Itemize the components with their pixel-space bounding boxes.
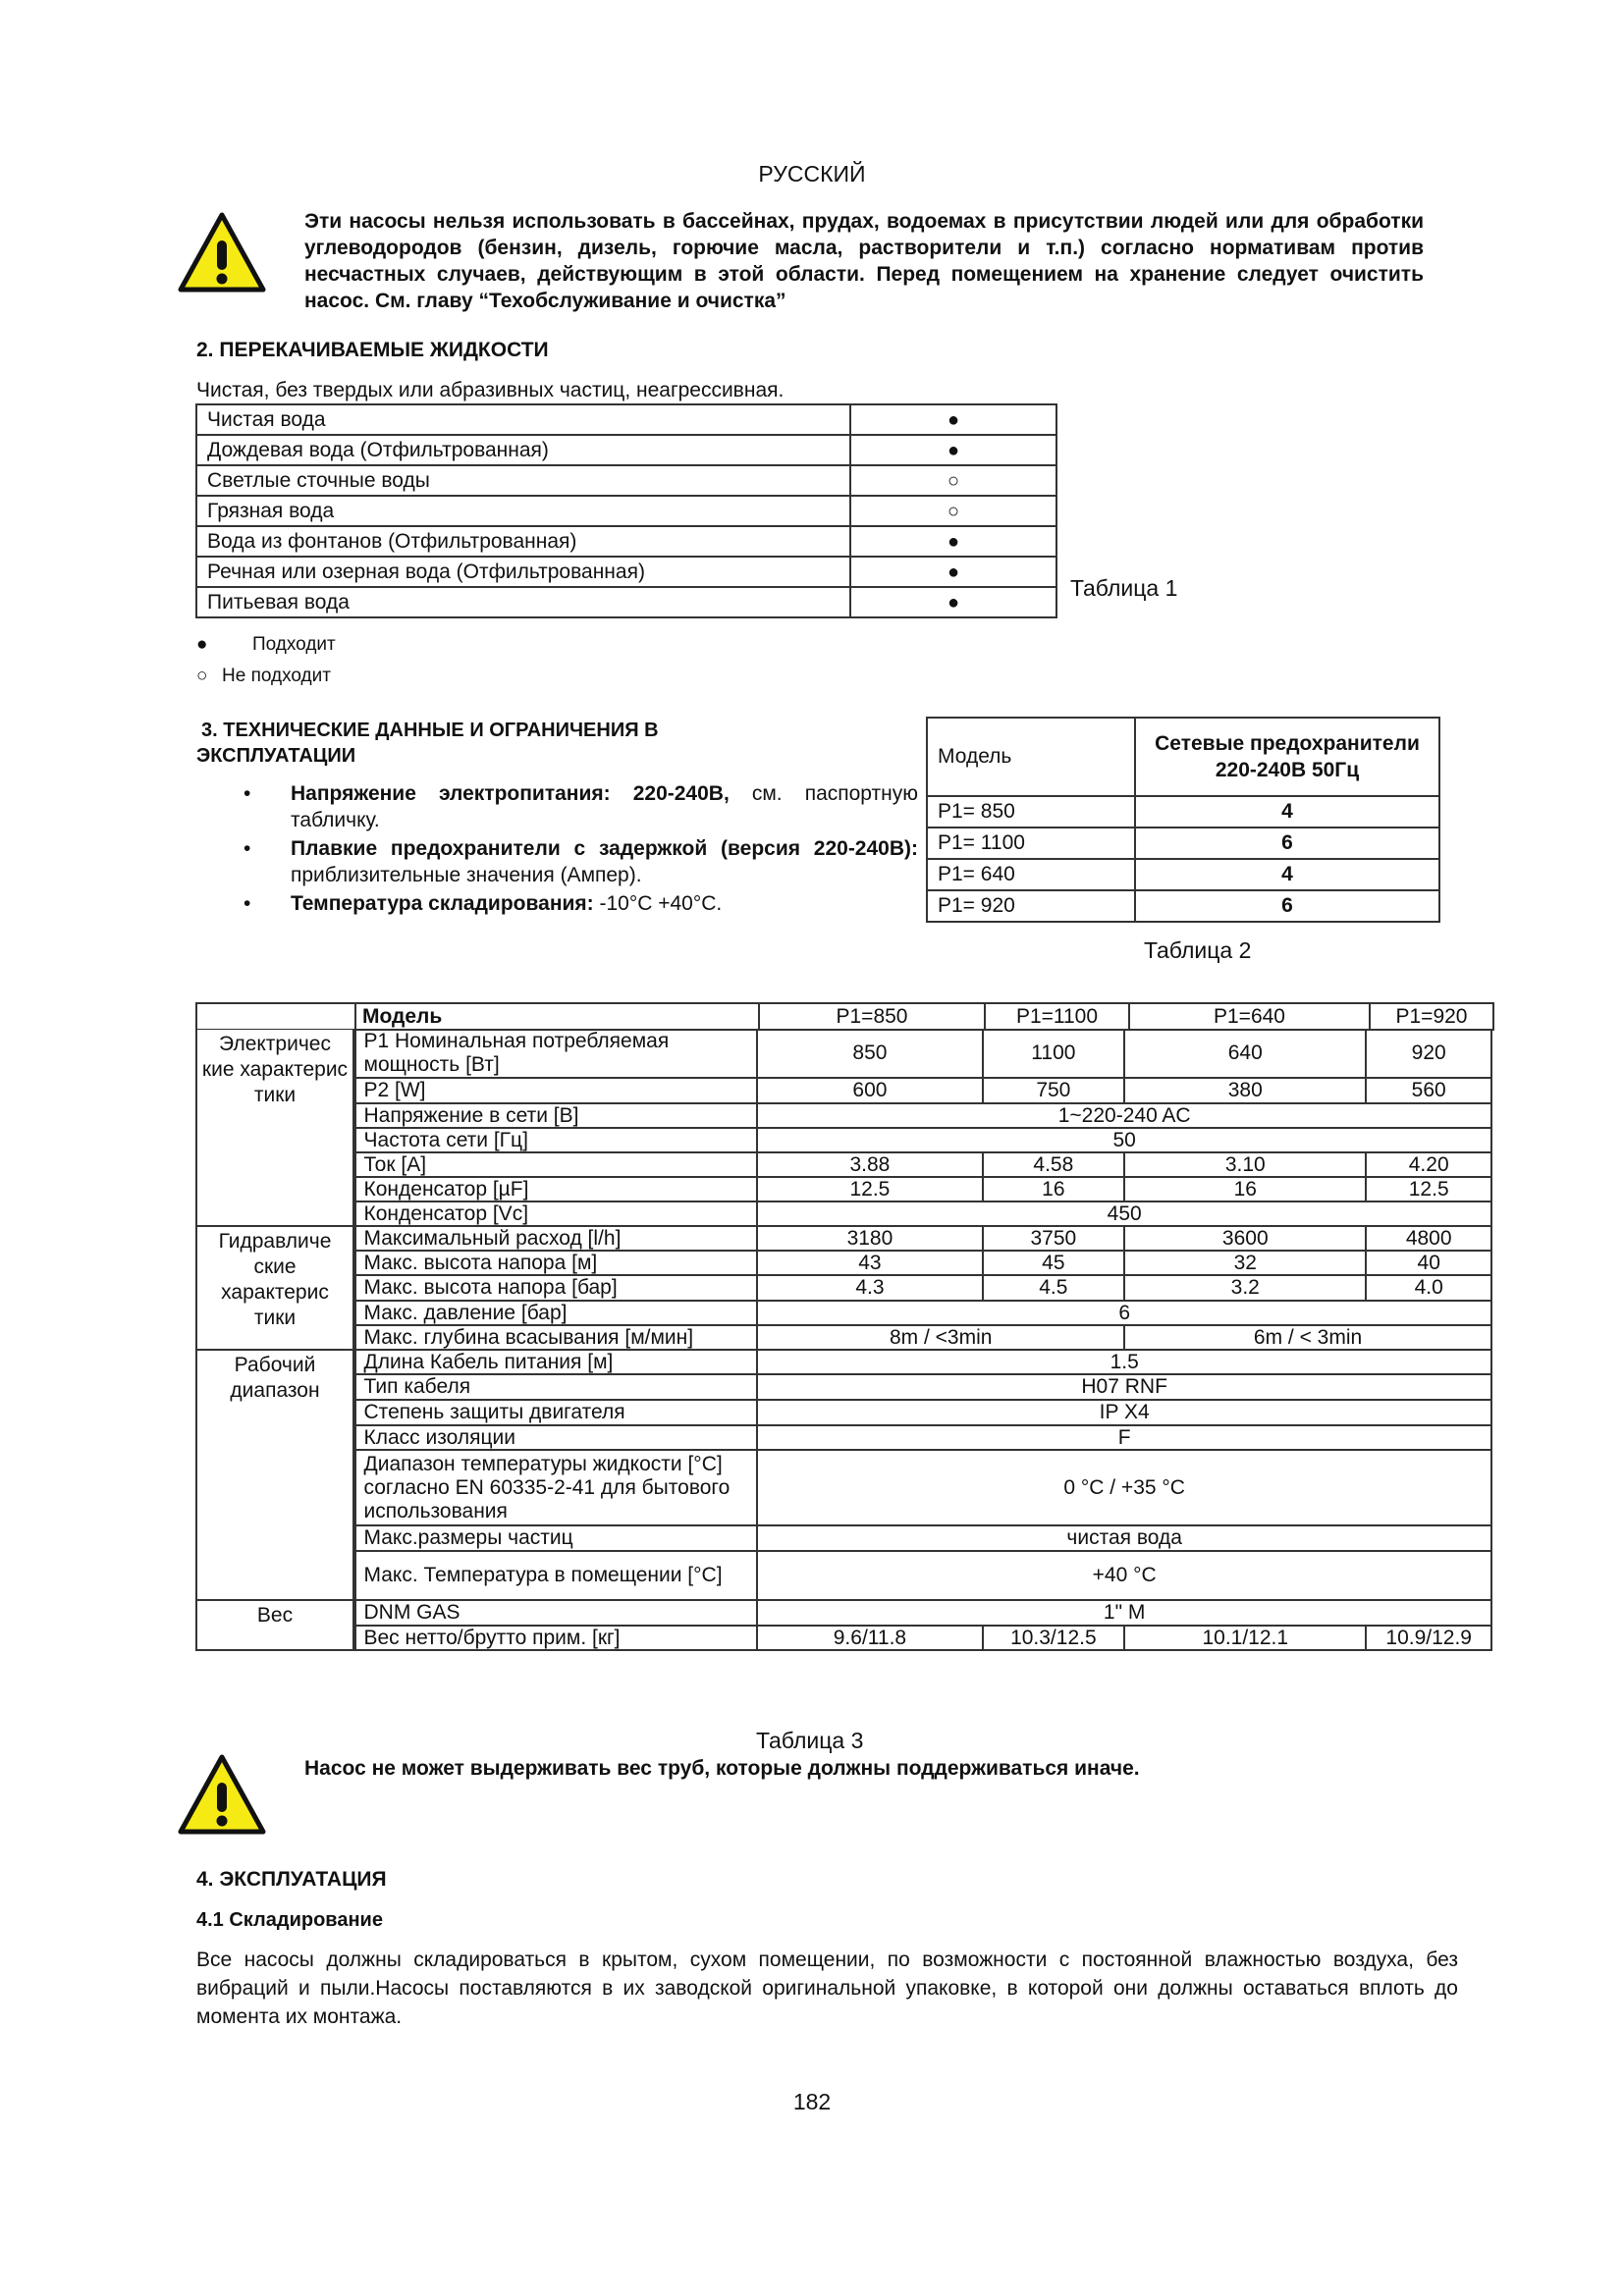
spec-label: Длина Кабель питания [м]	[356, 1351, 759, 1375]
spec-value: 50	[758, 1129, 1490, 1153]
bullet-bold: Напряжение электропитания: 220-240В,	[291, 782, 730, 805]
language-title: РУССКИЙ	[758, 161, 866, 187]
legend-label: Не подходит	[222, 666, 331, 686]
spec-label: Макс. Температура в помещении [°C]	[356, 1552, 759, 1601]
table-row	[195, 1451, 1492, 1526]
table-header-row	[196, 1003, 1493, 1030]
spec-value: 3.2	[1125, 1276, 1367, 1302]
spec-value: 1.5	[758, 1351, 1490, 1375]
table-row	[195, 1079, 1492, 1104]
spec-label: Частота сети [Гц]	[356, 1129, 759, 1153]
suitability-mark: ○	[850, 465, 1056, 496]
bullet-item	[236, 780, 918, 833]
spec-value: 6	[758, 1302, 1490, 1326]
storage-paragraph: Все насосы должны складироваться в крытом, сухом помещении, по возможности с постоянной влажностью воздуха, без вибраций и пыли.Насосы поставляются в их заводской оригинальной упаковке, в которой они должны оставаться вплоть до момента их монтажа.	[196, 1949, 1458, 2028]
fuse-cell: 6	[1135, 828, 1439, 859]
table-row	[195, 1601, 1492, 1627]
table-row	[927, 828, 1439, 859]
spec-value: 640	[1125, 1030, 1367, 1079]
section-heading: 3. ТЕХНИЧЕСКИЕ ДАННЫЕ И ОГРАНИЧЕНИЯ В	[201, 720, 659, 741]
spec-value: 450	[758, 1202, 1490, 1227]
spec-value: 6m / < 3min	[1125, 1326, 1490, 1351]
table-row	[196, 587, 1056, 617]
spec-label: P2 [W]	[356, 1079, 759, 1104]
spec-value: 9.6/11.8	[758, 1627, 983, 1651]
group-label: Электричес кие характерис тики	[195, 1030, 354, 1227]
fuse-table	[926, 717, 1440, 923]
liquid-name: Грязная вода	[196, 496, 850, 526]
model-header: P1=640	[1214, 1005, 1285, 1028]
section-heading-cont: ЭКСПЛУАТАЦИИ	[196, 745, 356, 767]
table-header-row	[927, 718, 1439, 796]
spec-label: Макс. давление [бар]	[356, 1302, 759, 1326]
table-row	[196, 404, 1056, 435]
spec-value: 43	[758, 1252, 983, 1276]
table-row	[195, 1426, 1492, 1451]
empty-cell	[196, 1003, 355, 1030]
table-row	[195, 1153, 1492, 1178]
spec-value: IP X4	[758, 1401, 1490, 1426]
bullet-text: см. паспортную табличку.	[291, 782, 918, 831]
spec-value: 10.1/12.1	[1125, 1627, 1367, 1651]
model-header: P1=1100	[986, 1004, 1130, 1029]
spec-value: 4.20	[1367, 1153, 1490, 1178]
table-row	[195, 1030, 1492, 1079]
spec-label: Ток [A]	[356, 1153, 759, 1178]
table-row	[196, 435, 1056, 465]
spec-label: DNM GAS	[356, 1601, 759, 1627]
table-row	[195, 1627, 1492, 1651]
spec-label: Класс изоляции	[356, 1426, 759, 1451]
spec-label: Максимальный расход [l/h]	[356, 1227, 759, 1252]
spec-value: 40	[1367, 1252, 1490, 1276]
section-heading: 4. ЭКСПЛУАТАЦИЯ	[196, 1868, 387, 1891]
liquids-table	[195, 403, 1057, 618]
model-header: P1=920	[1370, 1003, 1493, 1030]
spec-label: Конденсатор [Vc]	[356, 1202, 759, 1227]
spec-value: 380	[1125, 1079, 1367, 1104]
table-row	[195, 1104, 1492, 1129]
page-number: 182	[792, 2089, 832, 2114]
liquid-name: Дождевая вода (Отфильтрованная)	[196, 435, 850, 465]
suitability-mark: ●	[850, 557, 1056, 587]
header-model: Модель	[927, 718, 1135, 796]
legend-symbol: ●	[196, 634, 208, 655]
fuse-cell: 4	[1135, 796, 1439, 828]
section-subtitle: Чистая, без твердых или абразивных частиц, неагрессивная.	[196, 379, 785, 401]
warning-triangle-icon	[177, 1753, 267, 1836]
table-caption: Таблица 1	[1070, 575, 1178, 601]
suitability-mark: ○	[850, 496, 1056, 526]
spec-value: F	[758, 1426, 1490, 1451]
subsection-heading: 4.1 Складирование	[196, 1909, 383, 1931]
spec-label: Макс. глубина всасывания [м/мин]	[356, 1326, 759, 1351]
spec-value: 4.5	[984, 1276, 1126, 1302]
table-row	[195, 1227, 1492, 1252]
table-row	[195, 1351, 1492, 1375]
header-fuse: Сетевые предохранители 220-240В 50Гц	[1135, 718, 1439, 796]
spec-value: 3750	[984, 1227, 1126, 1252]
table-row	[927, 796, 1439, 828]
warning-text: Насос не может выдерживать вес труб, которые должны поддерживаться иначе.	[304, 1757, 1140, 1780]
spec-value: 850	[758, 1030, 983, 1079]
spec-bullet-list	[236, 780, 918, 919]
bullet-icon: •	[244, 837, 251, 860]
suitability-mark: ●	[850, 526, 1056, 557]
spec-value: 10.3/12.5	[984, 1627, 1126, 1651]
spec-value: 10.9/12.9	[1367, 1627, 1490, 1651]
spec-value: +40 °C	[758, 1552, 1490, 1601]
bullet-icon: •	[244, 892, 251, 915]
liquid-name: Чистая вода	[196, 404, 850, 435]
table-row	[195, 1401, 1492, 1426]
group-label: Вес	[195, 1601, 354, 1651]
header-model: Модель	[355, 1003, 759, 1030]
table-row	[195, 1375, 1492, 1401]
table-row	[196, 526, 1056, 557]
spec-value: чистая вода	[758, 1526, 1490, 1552]
spec-value: 4.58	[984, 1153, 1126, 1178]
table-row	[927, 859, 1439, 890]
spec-value: 3.10	[1125, 1153, 1367, 1178]
spec-value: 4.3	[758, 1276, 983, 1302]
table-caption: Таблица 2	[1144, 937, 1252, 963]
spec-value: 4800	[1367, 1227, 1490, 1252]
table-row	[195, 1252, 1492, 1276]
spec-table	[195, 1002, 1494, 1031]
table-row	[196, 465, 1056, 496]
spec-label: Макс. высота напора [м]	[356, 1252, 759, 1276]
spec-value: 0 °C / +35 °C	[758, 1451, 1490, 1526]
spec-value: 32	[1125, 1252, 1367, 1276]
fuse-cell: 4	[1135, 859, 1439, 890]
model-cell: P1= 640	[927, 859, 1135, 890]
bullet-item	[236, 835, 918, 888]
spec-label: Конденсатор [µF]	[356, 1178, 759, 1202]
spec-value: 12.5	[758, 1178, 983, 1202]
spec-label: Напряжение в сети [В]	[356, 1104, 759, 1129]
warning-triangle-icon	[177, 211, 267, 294]
liquid-name: Речная или озерная вода (Отфильтрованная)	[196, 557, 850, 587]
table-caption: Таблица 3	[756, 1728, 864, 1753]
spec-value: 920	[1367, 1030, 1490, 1079]
group-label: Гидравличе ские характерис тики	[195, 1227, 354, 1351]
spec-value: 750	[984, 1079, 1126, 1104]
spec-value: 12.5	[1367, 1178, 1490, 1202]
table-row	[195, 1276, 1492, 1302]
liquid-name: Вода из фонтанов (Отфильтрованная)	[196, 526, 850, 557]
spec-value: 3600	[1125, 1227, 1367, 1252]
spec-label: Макс. высота напора [бар]	[356, 1276, 759, 1302]
bullet-text: приблизительные значения (Ампер).	[291, 864, 642, 886]
table-row	[195, 1129, 1492, 1153]
bullet-bold: Температура складирования:	[291, 892, 594, 915]
bullet-icon: •	[244, 782, 251, 805]
spec-value: 8m / <3min	[758, 1326, 1125, 1351]
spec-value: 16	[984, 1178, 1126, 1202]
spec-label: Диапазон температуры жидкости [°C] согласно EN 60335-2-41 для бытового использования	[356, 1451, 759, 1526]
spec-label: Вес нетто/брутто прим. [кг]	[356, 1627, 759, 1651]
table-row	[927, 890, 1439, 922]
model-cell: P1= 1100	[927, 828, 1135, 859]
spec-value: 1~220-240 AC	[758, 1104, 1490, 1129]
model-cell: P1= 920	[927, 890, 1135, 922]
table-row	[195, 1552, 1492, 1601]
liquid-name: Светлые сточные воды	[196, 465, 850, 496]
liquid-name: Питьевая вода	[196, 587, 850, 617]
spec-value: 3180	[758, 1227, 983, 1252]
suitability-mark: ●	[850, 404, 1056, 435]
model-header-group	[985, 1003, 1370, 1030]
spec-label: Тип кабеля	[356, 1375, 759, 1401]
spec-value: 1100	[984, 1030, 1126, 1079]
spec-value: 4.0	[1367, 1276, 1490, 1302]
group-label: Рабочий диапазон	[195, 1351, 354, 1601]
bullet-item	[236, 890, 918, 917]
spec-value: 16	[1125, 1178, 1367, 1202]
suitability-mark: ●	[850, 435, 1056, 465]
legend-item	[196, 634, 336, 656]
bullet-bold: Плавкие предохранители с задержкой (версия 220-240В):	[291, 837, 918, 860]
spec-value: 3.88	[758, 1153, 983, 1178]
suitability-mark: ●	[850, 587, 1056, 617]
section-heading: 2. ПЕРЕКАЧИВАЕМЫЕ ЖИДКОСТИ	[196, 339, 549, 361]
spec-value: 560	[1367, 1079, 1490, 1104]
model-cell: P1= 850	[927, 796, 1135, 828]
table-row	[195, 1326, 1492, 1351]
table-row	[195, 1526, 1492, 1552]
bullet-text: -10°C +40°C.	[593, 892, 723, 915]
spec-value: 45	[984, 1252, 1126, 1276]
legend-item	[196, 666, 331, 687]
spec-value: H07 RNF	[758, 1375, 1490, 1401]
table-row	[196, 496, 1056, 526]
spec-value: 600	[758, 1079, 983, 1104]
spec-label: P1 Номинальная потребляемая мощность [Вт]	[356, 1030, 759, 1079]
legend-label: Подходит	[252, 634, 336, 655]
spec-label: Макс.размеры частиц	[356, 1526, 759, 1552]
spec-label: Степень защиты двигателя	[356, 1401, 759, 1426]
table-row	[196, 557, 1056, 587]
warning-text: Эти насосы нельзя использовать в бассейнах, прудах, водоемах в присутствии людей или для обработки углеводородов (бензин, дизель, горючие масла, растворители и т.п.) согласно нормативам против несчастных случаев, действующим в этой области. Перед помещением на хранение следует очистить насос. См. главу “Техобслуживание и очистка”	[304, 210, 1424, 312]
spec-value: 1" M	[758, 1601, 1490, 1627]
table-row	[195, 1202, 1492, 1227]
fuse-cell: 6	[1135, 890, 1439, 922]
model-header: P1=850	[759, 1003, 985, 1030]
table-row	[195, 1302, 1492, 1326]
table-row	[195, 1178, 1492, 1202]
legend-symbol: ○	[196, 666, 208, 686]
